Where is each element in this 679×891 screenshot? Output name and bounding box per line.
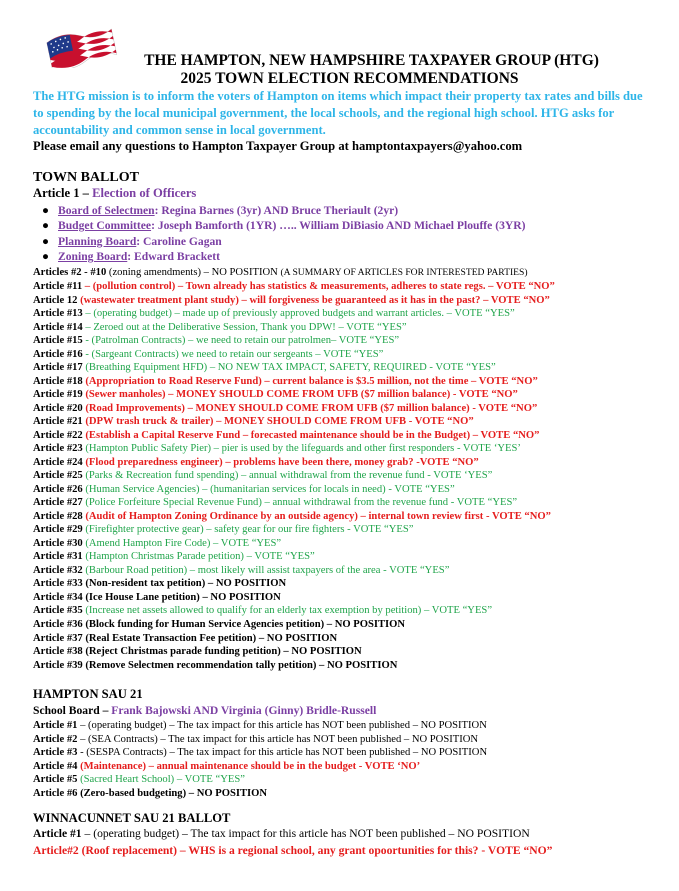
article-label: Article #1 xyxy=(33,720,78,731)
article-text: (Increase net assets allowed to qualify for an elderly tax exemption by petition) – VOTE “YES” xyxy=(82,605,493,617)
article-label: Article #24 xyxy=(33,456,83,468)
article-label: Article 12 xyxy=(33,294,78,306)
bullet-icon: ● xyxy=(42,219,50,232)
article-text: (Establish a Capital Reserve Fund – forecasted maintenance should be in the Budget) – VOTE “NO” xyxy=(82,429,540,441)
article-text: - (SESPA Contracts) – The tax impact for this article has NOT been published – NO POSITION xyxy=(77,747,488,759)
article-line xyxy=(33,469,492,482)
article-line xyxy=(33,564,449,577)
officer-item xyxy=(42,234,222,249)
bullet-icon: ● xyxy=(42,235,50,248)
article-label: Article #33 xyxy=(33,578,83,590)
article-label: Article #14 xyxy=(33,321,83,333)
article-line xyxy=(33,844,552,858)
article-line xyxy=(33,827,530,841)
article-label: Article #18 xyxy=(33,375,83,387)
article-line xyxy=(33,773,245,786)
article-line xyxy=(33,604,492,617)
article-line xyxy=(33,733,478,746)
article-text: (Appropriation to Road Reserve Fund) – current balance is $3.5 million, not the time – VOTE “NO” xyxy=(82,375,538,387)
article-label: Article #31 xyxy=(33,551,83,563)
sau-heading: HAMPTON SAU 21 xyxy=(33,687,143,701)
article-line xyxy=(33,456,479,469)
article-text: (Maintenance) – annual maintenance should be in the budget - VOTE ‘NO’ xyxy=(77,760,421,772)
article-line xyxy=(33,442,521,455)
article-text: (Roof replacement) – WHS is a regional school, any grant opoortunities for this? - VOTE “NO” xyxy=(78,843,553,857)
bullet-icon: ● xyxy=(42,250,50,263)
article-label: Article #1 xyxy=(33,827,82,840)
article-label: Article #25 xyxy=(33,470,83,482)
article-text: (Sacred Heart School) – VOTE “YES” xyxy=(77,774,245,786)
officer-role: Board of Selectmen xyxy=(58,204,155,217)
article-line xyxy=(33,645,362,658)
article-text: (Remove Selectmen recommendation tally petition) – NO POSITION xyxy=(82,659,398,671)
article-text: (Amend Hampton Fire Code) – VOTE “YES” xyxy=(82,537,282,549)
town-ballot-heading: TOWN BALLOT xyxy=(33,170,139,185)
article-label: Article #29 xyxy=(33,524,83,536)
article-text: (Reject Christmas parade funding petition) – NO POSITION xyxy=(82,646,362,658)
article-label: Article #4 xyxy=(33,760,78,772)
article-text: (Police Forfeiture Special Revenue Fund) – annual withdrawal from the revenue fund - VOTE “YES” xyxy=(82,497,518,509)
article-label: Article #38 xyxy=(33,646,83,658)
article-line xyxy=(33,321,407,334)
article-text: (Block funding for Human Service Agencies petition) – NO POSITION xyxy=(82,619,406,630)
article-label: Article#2 xyxy=(33,843,79,857)
officer-names: : Joseph Bamforth (1YR) ….. William DiBiasio AND Michael Plouffe (3YR) xyxy=(151,219,526,232)
bullet-icon: ● xyxy=(42,204,50,217)
article-line xyxy=(33,719,487,732)
article-line xyxy=(33,334,399,347)
article-text: (Real Estate Transaction Fee petition) – NO POSITION xyxy=(82,632,338,644)
article-text: (Breathing Equipment HFD) – NO NEW TAX IMPACT, SAFETY, REQUIRED - VOTE “YES” xyxy=(82,362,496,374)
article-text: – (pollution control) – Town already has statistics & measurements, adheres to state regs. – VOTE “NO” xyxy=(82,281,555,292)
article-label: Article #32 xyxy=(33,564,83,576)
article-text: (Sewer manholes) – MONEY SHOULD COME FROM UFB ($7 million balance) - VOTE “NO” xyxy=(82,389,518,401)
article-label: Article #35 xyxy=(33,605,83,617)
article-line xyxy=(33,375,538,388)
article-text: (Barbour Road petition) – most likely will assist taxpayers of the area - VOTE “YES” xyxy=(82,564,450,576)
article-text: – (SEA Contracts) – The tax impact for this article has NOT been published – NO POSITION xyxy=(77,733,479,745)
article-line xyxy=(33,550,315,563)
article-line xyxy=(33,307,515,320)
article-text: (Zero-based budgeting) – NO POSITION xyxy=(77,788,268,799)
article-note: (A SUMMARY OF ARTICLES FOR INTERESTED PARTIES) xyxy=(280,267,528,278)
article-text: (Parks & Recreation fund spending) – annual withdrawal from the revenue fund - VOTE ‘YES” xyxy=(82,470,493,482)
article-line xyxy=(33,760,420,773)
article-label: Articles #2 - #10 xyxy=(33,267,107,278)
article-text: - (Sargeant Contracts) we need to retain our sergeants – VOTE “YES” xyxy=(82,348,384,360)
article-line xyxy=(33,787,267,800)
article-text: (Hampton Public Safety Pier) – pier is used by the lifeguards and other first responders - VOTE ‘YES’ xyxy=(82,443,521,455)
officer-item xyxy=(42,218,526,233)
article-line xyxy=(33,388,518,401)
article-line xyxy=(33,523,413,536)
school-board-line xyxy=(33,704,376,718)
article-line xyxy=(33,348,383,361)
article-1-label: Article 1 – xyxy=(33,186,93,200)
article-label: Article #21 xyxy=(33,416,83,428)
article-text: (Ice House Lane petition) – NO POSITION xyxy=(82,591,281,603)
article-label: Article #30 xyxy=(33,537,83,549)
officer-names: : Caroline Gagan xyxy=(136,235,222,248)
article-label: Article #39 xyxy=(33,659,83,671)
article-line xyxy=(33,591,281,604)
article-text: – Zeroed out at the Deliberative Session, Thank you DPW! – VOTE “YES” xyxy=(82,321,407,333)
article-label: Article #23 xyxy=(33,443,83,455)
article-line xyxy=(33,510,551,523)
article-label: Article #11 xyxy=(33,281,83,292)
article-text: (Human Service Agencies) – (humanitarian services for locals in need) - VOTE “YES” xyxy=(82,483,455,495)
article-text: (Audit of Hampton Zoning Ordinance by an outside agency) – internal town review first - VOTE “NO” xyxy=(82,510,551,522)
article-label: Article #2 xyxy=(33,733,78,745)
officer-item xyxy=(42,249,221,264)
article-label: Article #17 xyxy=(33,362,83,374)
officer-role: Planning Board xyxy=(58,235,137,248)
school-board-names: Frank Bajowski AND Virginia (Ginny) Bridle-Russell xyxy=(111,704,377,717)
article-1-title: Election of Officers xyxy=(92,186,197,200)
page-subtitle: 2025 TOWN ELECTION RECOMMENDATIONS xyxy=(180,70,519,87)
article-label: Article #26 xyxy=(33,483,83,495)
article-label: Article #5 xyxy=(33,774,78,786)
mission-statement: The HTG mission is to inform the voters of Hampton on items which impact their property tax rates and bills due to spending by the local municipal government, the local schools, and the regional high school. HTG asks for accountability and common sense in local government. xyxy=(33,89,643,137)
article-line xyxy=(33,294,550,307)
officer-role: Budget Committee xyxy=(58,219,152,232)
article-label: Article #13 xyxy=(33,308,83,320)
article-label: Article #15 xyxy=(33,335,83,347)
school-board-label: School Board – xyxy=(33,704,112,717)
articles-2-10-line xyxy=(33,266,528,279)
officer-names: : Edward Brackett xyxy=(127,250,221,263)
officer-item xyxy=(42,203,399,218)
article-text: (Non-resident tax petition) – NO POSITION xyxy=(82,578,287,590)
article-label: Article #22 xyxy=(33,429,83,441)
officer-role: Zoning Board xyxy=(58,250,128,263)
article-text: (Firefighter protective gear) – safety gear for our fire fighters - VOTE “YES” xyxy=(82,524,414,536)
winnacunnet-heading: WINNACUNNET SAU 21 BALLOT xyxy=(33,811,231,825)
article-line xyxy=(33,429,539,442)
article-label: Article #37 xyxy=(33,632,83,644)
article-line xyxy=(33,402,537,415)
article-line xyxy=(33,280,555,293)
article-label: Article #6 xyxy=(33,788,78,799)
article-label: Article #20 xyxy=(33,402,83,414)
article-line xyxy=(33,632,337,645)
article-1-line xyxy=(33,186,196,201)
article-label: Article #34 xyxy=(33,591,83,603)
article-text: (wastewater treatment plant study) – will forgiveness be guaranteed as it has in the past? – VOTE “NO” xyxy=(77,294,550,306)
article-text: (DPW trash truck & trailer) – MONEY SHOULD COME FROM UFB - VOTE “NO” xyxy=(82,416,474,428)
article-label: Article #16 xyxy=(33,348,83,360)
article-line xyxy=(33,483,455,496)
article-text: (Flood preparedness engineer) – problems have been there, money grab? -VOTE “NO” xyxy=(82,456,479,468)
article-text: (zoning amendments) – NO POSITION xyxy=(106,267,281,278)
article-text: – (operating budget) – The tax impact for this article has NOT been published – NO POSITION xyxy=(81,827,530,840)
article-label: Article #36 xyxy=(33,619,83,630)
article-line xyxy=(33,496,517,509)
article-text: – (operating budget) – made up of previously approved budgets and warrant articles. – VOTE “YES” xyxy=(82,308,515,320)
article-label: Article #28 xyxy=(33,510,83,522)
article-line xyxy=(33,746,487,759)
article-label: Article #19 xyxy=(33,389,83,401)
article-text: (Hampton Christmas Parade petition) – VOTE “YES” xyxy=(82,551,315,563)
article-label: Article #27 xyxy=(33,497,83,509)
article-text: – (operating budget) – The tax impact for this article has NOT been published – NO POSITION xyxy=(77,720,487,731)
article-text: - (Patrolman Contracts) – we need to retain our patrolmen– VOTE “YES” xyxy=(82,335,400,347)
article-line xyxy=(33,618,405,631)
article-label: Article #3 xyxy=(33,747,78,759)
officer-names: : Regina Barnes (3yr) AND Bruce Theriault (2yr) xyxy=(154,204,399,217)
page-title: THE HAMPTON, NEW HAMPSHIRE TAXPAYER GROUP (HTG) xyxy=(144,52,599,69)
article-line xyxy=(33,659,397,672)
article-line xyxy=(33,361,496,374)
article-line xyxy=(33,577,286,590)
article-line xyxy=(33,537,281,550)
article-line xyxy=(33,415,474,428)
article-text: (Road Improvements) – MONEY SHOULD COME FROM UFB ($7 million balance) - VOTE “NO” xyxy=(82,402,538,414)
contact-line: Please email any questions to Hampton Taxpayer Group at hamptontaxpayers@yahoo.com xyxy=(33,139,523,153)
